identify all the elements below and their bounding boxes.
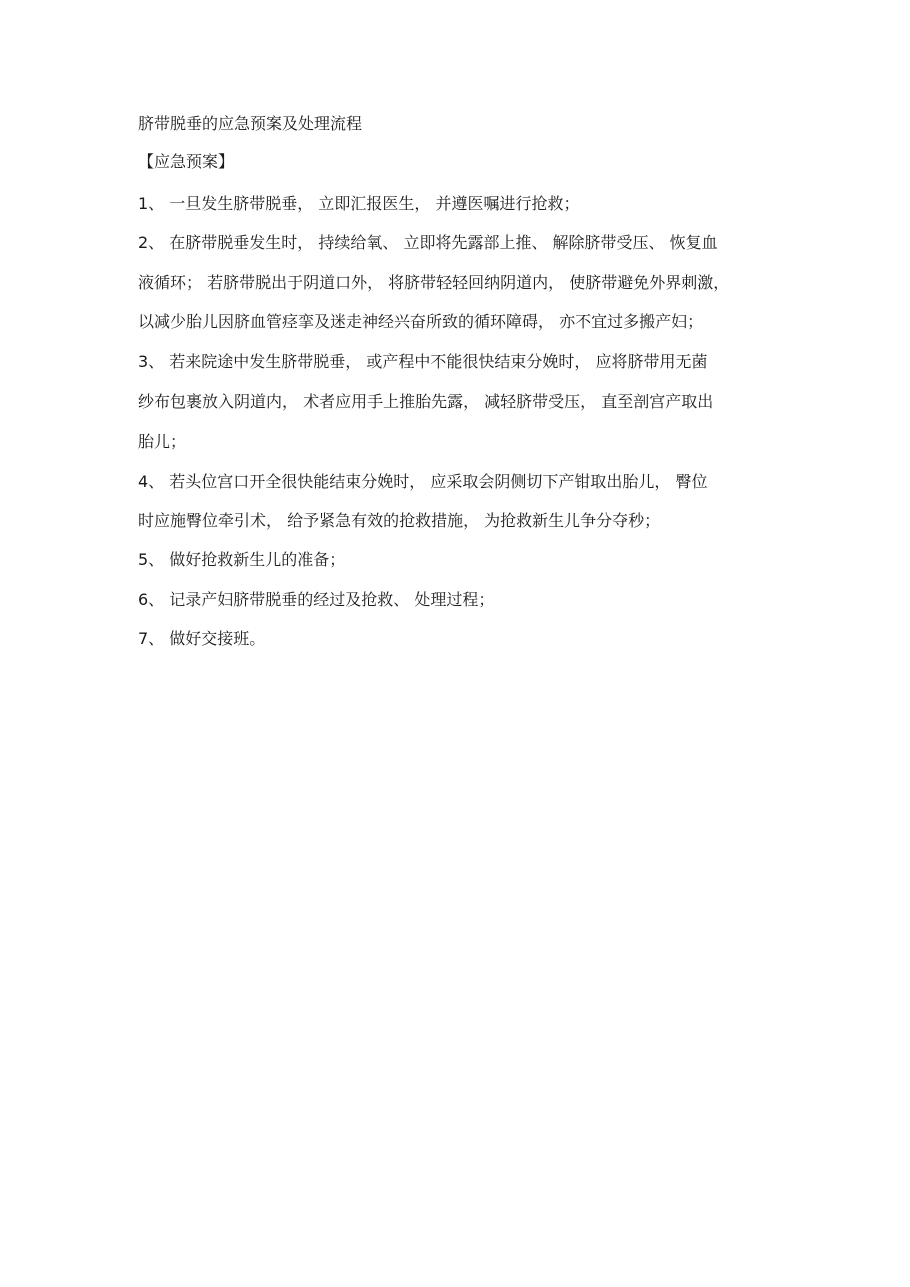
text-line-2: 2、 在脐带脱垂发生时， 持续给氧、 立即将先露部上推、 解除脐带受压、 恢复血 [138,233,718,252]
text-line-11: 6、 记录产妇脐带脱垂的经过及抢救、 处理过程； [138,590,495,609]
text-line-4: 以减少胎儿因脐血管痉挛及迷走神经兴奋所致的循环障碍， 亦不宜过多搬产妇； [138,312,704,331]
text-line-5: 3、 若来院途中发生脐带脱垂， 或产程中不能很快结束分娩时， 应将脐带用无菌 [138,352,708,371]
document-title: 脐带脱垂的应急预案及处理流程 [138,114,363,133]
text-line-8: 4、 若头位宫口开全很快能结束分娩时， 应采取会阴侧切下产钳取出胎儿， 臀位 [138,472,708,491]
section-heading: 【应急预案】 [138,152,235,171]
text-line-6: 纱布包裹放入阴道内， 术者应用手上推胎先露， 减轻脐带受压， 直至剖宫产取出 [138,392,714,411]
text-line-7: 胎儿； [138,432,187,451]
text-line-3: 液循环； 若脐带脱出于阴道口外， 将脐带轻轻回纳阴道内， 使脐带避免外界刺激， [138,273,730,292]
text-line-9: 时应施臀位牵引术， 给予紧急有效的抢救措施， 为抢救新生儿争分夺秒； [138,511,661,530]
text-line-1: 1、 一旦发生脐带脱垂， 立即汇报医生， 并遵医嘱进行抢救； [138,194,580,213]
text-line-10: 5、 做好抢救新生儿的准备； [138,550,346,569]
text-line-12: 7、 做好交接班。 [138,629,266,648]
